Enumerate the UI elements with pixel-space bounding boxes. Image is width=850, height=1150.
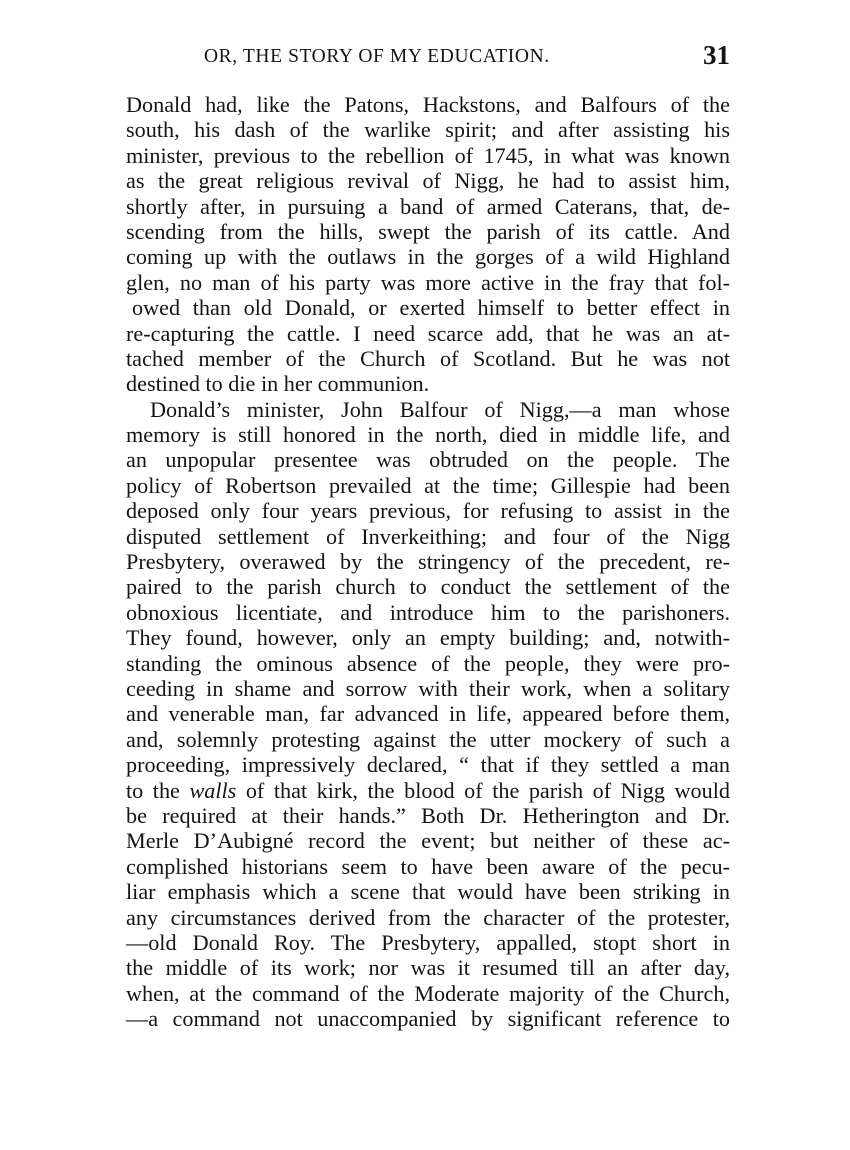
text-line: disputed settlement of Inverkeithing; and four of the Nigg bbox=[126, 523, 730, 549]
paragraph-2 bbox=[126, 397, 730, 1032]
text-line: deposed only four years previous, for refusing to assist in the bbox=[126, 498, 730, 524]
text-line: glen, no man of his party was more active in the fray that fol- bbox=[126, 269, 730, 295]
text-line: as the great religious revival of Nigg, he had to assist him, bbox=[126, 168, 730, 194]
body-text bbox=[126, 92, 730, 1031]
text-line: —a command not unaccompanied by significant reference to bbox=[126, 1006, 730, 1032]
text-line: to the walls of that kirk, the blood of the parish of Nigg would bbox=[126, 777, 730, 803]
text-line: standing the ominous absence of the people, they were pro- bbox=[126, 650, 730, 676]
text-line: shortly after, in pursuing a band of armed Caterans, that, de- bbox=[126, 193, 730, 219]
text-line: and venerable man, far advanced in life, appeared before them, bbox=[126, 701, 730, 727]
text-line: memory is still honored in the north, died in middle life, and bbox=[126, 422, 730, 448]
text-line: be required at their hands.” Both Dr. Hetherington and Dr. bbox=[126, 802, 730, 828]
text-line: re-capturing the cattle. I need scarce add, that he was an at- bbox=[126, 320, 730, 346]
text-line: south, his dash of the warlike spirit; and after assisting his bbox=[126, 117, 730, 143]
page-number: 31 bbox=[703, 40, 730, 70]
text-line: the middle of its work; nor was it resumed till an after day, bbox=[126, 955, 730, 981]
text-line: owed than old Donald, or exerted himself to better effect in bbox=[132, 295, 730, 321]
text-line: obnoxious licentiate, and introduce him to the parishoners. bbox=[126, 599, 730, 625]
emphasized-word: walls bbox=[189, 777, 237, 803]
text-line: and, solemnly protesting against the utter mockery of such a bbox=[126, 726, 730, 752]
paragraph-1 bbox=[126, 92, 730, 397]
text-line: —old Donald Roy. The Presbytery, appalled, stopt short in bbox=[126, 929, 730, 955]
text-line: an unpopular presentee was obtruded on the people. The bbox=[126, 447, 730, 473]
text-line: Donald had, like the Patons, Hackstons, and Balfours of the bbox=[126, 92, 730, 117]
text-line: Merle D’Aubigné record the event; but neither of these ac- bbox=[126, 828, 730, 854]
text-line: paired to the parish church to conduct the settlement of the bbox=[126, 574, 730, 600]
text-line: destined to die in her communion. bbox=[126, 371, 430, 397]
text-line: They found, however, only an empty building; and, notwith- bbox=[126, 625, 730, 651]
running-title: OR, THE STORY OF MY EDUCATION. bbox=[204, 46, 550, 67]
text-line: liar emphasis which a scene that would have been striking in bbox=[126, 879, 730, 905]
text-line: tached member of the Church of Scotland. But he was not bbox=[126, 345, 730, 371]
text-line: policy of Robertson prevailed at the time; Gillespie had been bbox=[126, 472, 730, 498]
text-line: coming up with the outlaws in the gorges of a wild Highland bbox=[126, 244, 730, 270]
text-line: Donald’s minister, John Balfour of Nigg,—a man whose bbox=[150, 396, 730, 422]
running-head bbox=[126, 40, 730, 74]
text-line: when, at the command of the Moderate majority of the Church, bbox=[126, 980, 730, 1006]
text-line: Presbytery, overawed by the stringency of the precedent, re- bbox=[126, 549, 730, 575]
text-line: minister, previous to the rebellion of 1745, in what was known bbox=[126, 142, 730, 168]
text-line: ceeding in shame and sorrow with their work, when a solitary bbox=[126, 675, 730, 701]
text-line: complished historians seem to have been aware of the pecu- bbox=[126, 853, 730, 879]
text-line: scending from the hills, swept the parish of its cattle. And bbox=[126, 218, 730, 244]
text-line: any circumstances derived from the character of the protester, bbox=[126, 904, 730, 930]
text-line: proceeding, impressively declared, “ that if they settled a man bbox=[126, 752, 730, 778]
